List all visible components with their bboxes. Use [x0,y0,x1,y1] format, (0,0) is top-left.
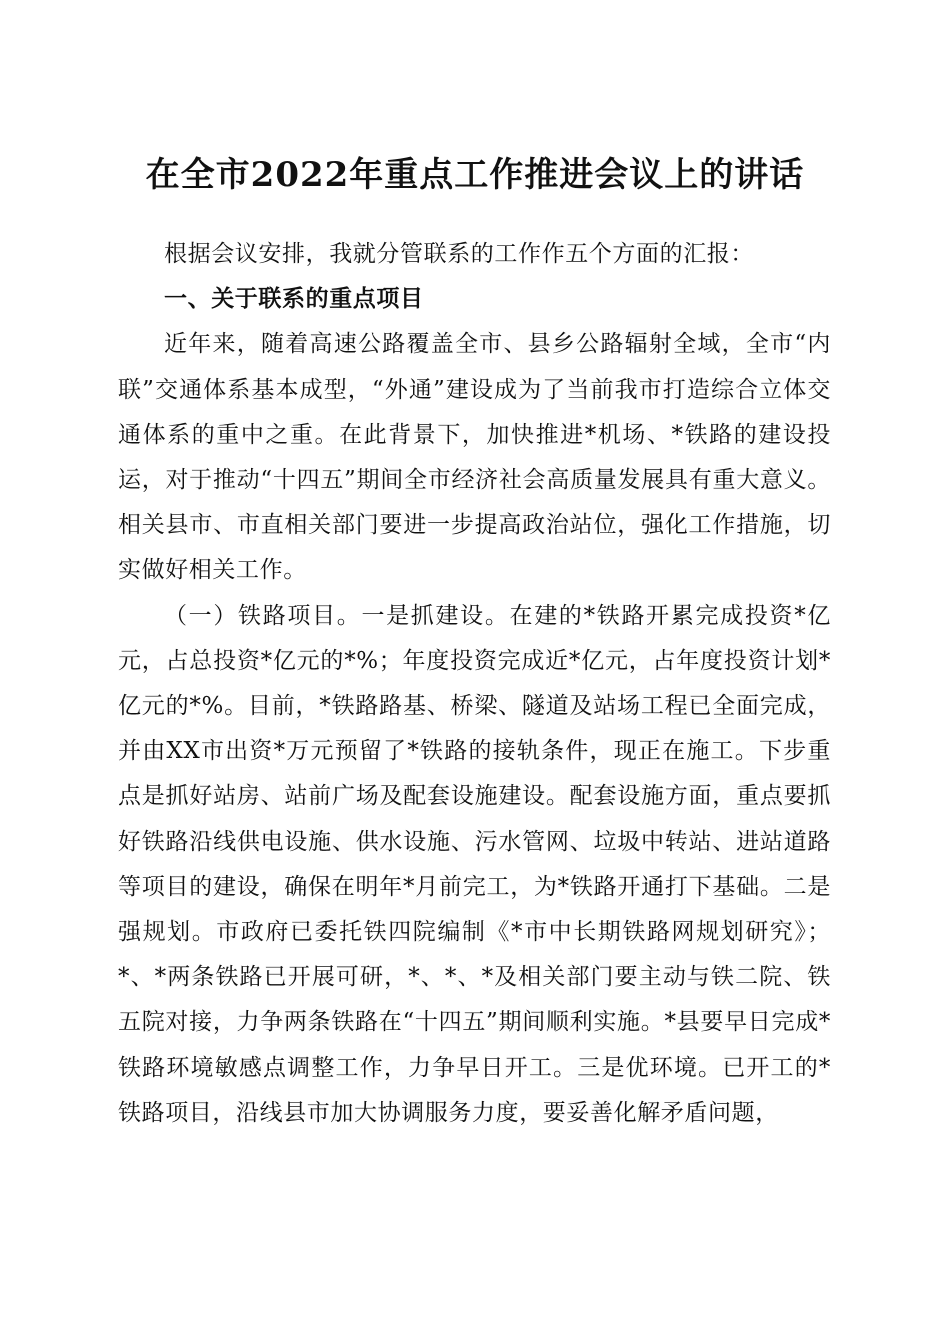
body-paragraph: 近年来，随着高速公路覆盖全市、县乡公路辐射全域，全市“内联”交通体系基本成型，“外通”建设成为了当前我市打造综合立体交通体系的重中之重。在此背景下，加快推进*机场、*铁路的建设投运，对于推动“十四五”期间全市经济社会高质量发展具有重大意义。相关县市、市直相关部门要进一步提高政治站位，强化工作措施，切实做好相关工作。 [118,331,831,584]
body-paragraph: （一）铁路项目。一是抓建设。在建的*铁路开累完成投资*亿元，占总投资*亿元的*%；年度投资完成近*亿元，占年度投资计划*亿元的*%。目前，*铁路路基、桥梁、隧道及站场工程已全面完成，并由XX市出资*万元预留了*铁路的接轨条件，现正在施工。下步重点是抓好站房、站前广场及配套设施建设。配套设施方面，重点要抓好铁路沿线供电设施、供水设施、污水管网、垃圾中转站、进站道路等项目的建设，确保在明年*月前完工，为*铁路开通打下基础。二是强规划。市政府已委托铁四院编制《*市中长期铁路网规划研究》；*、*两条铁路已开展可研，*、*、*及相关部门要主动与铁二院、铁五院对接，力争两条铁路在“十四五”期间顺利实施。*县要早日完成*铁路环境敏感点调整工作，力争早日开工。三是优环境。已开工的*铁路项目，沿线县市加大协调服务力度，要妥善化解矛盾问题， [118,602,831,1126]
document-title: 在全市2022年重点工作推进会议上的讲话 [145,154,805,195]
intro-paragraph: 根据会议安排，我就分管联系的工作作五个方面的汇报： [164,241,754,267]
section-heading: 一、关于联系的重点项目 [164,286,424,313]
document-body [118,232,831,1136]
